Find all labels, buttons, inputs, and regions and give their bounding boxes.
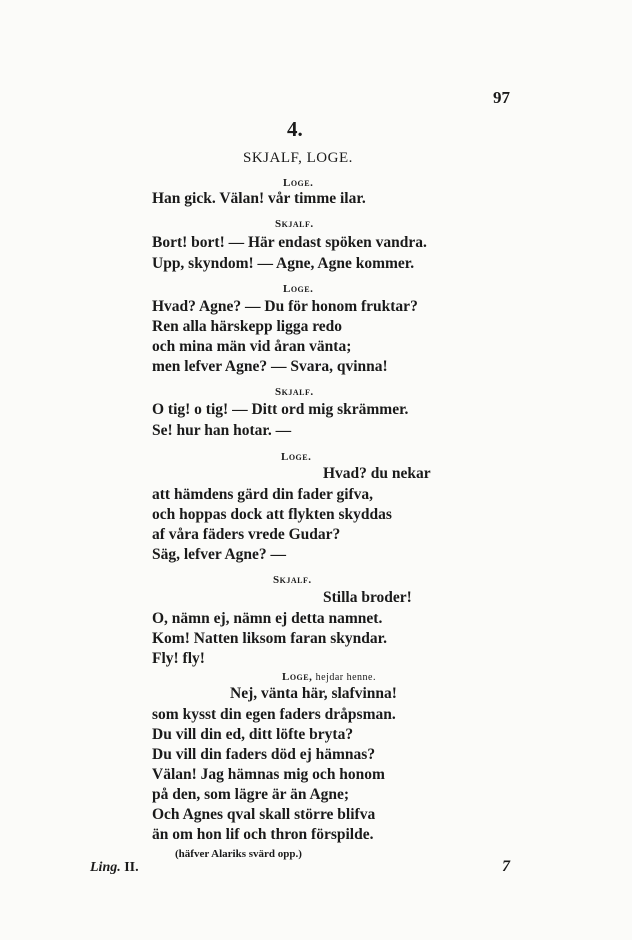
verse-line: men lefver Agne? — Svara, qvinna! [152, 358, 388, 375]
speaker-skjalf: Skjalf. [275, 218, 314, 230]
speaker-name: Loge, [282, 671, 313, 683]
verse-line: Hvad? du nekar [323, 465, 431, 482]
signature-roman: II. [124, 860, 139, 875]
verse-line: som kysst din egen faders dråpsman. [152, 706, 396, 723]
scene-number: 4. [287, 117, 303, 141]
signature-number: 7 [502, 858, 510, 875]
signature-abbrev: Ling. [90, 860, 121, 875]
verse-line: af våra fäders vrede Gudar? [152, 526, 341, 543]
verse-line: än om hon lif och thron förspilde. [152, 826, 374, 843]
verse-line: O tig! o tig! — Ditt ord mig skrämmer. [152, 401, 409, 418]
speaker-loge: Loge. [283, 283, 314, 295]
verse-line: Kom! Natten liksom faran skyndar. [152, 630, 387, 647]
page-number: 97 [493, 88, 510, 107]
speaker-loge-direction [282, 671, 376, 683]
verse-line: Välan! Jag hämnas mig och honom [152, 766, 385, 783]
verse-line: Ren alla härskepp ligga redo [152, 318, 343, 335]
verse-line: och mina män vid åran vänta; [152, 338, 352, 355]
verse-line: Se! hur han hotar. — [152, 422, 292, 439]
characters-heading: SKJALF, LOGE. [243, 150, 353, 166]
verse-line: på den, som lägre är än Agne; [152, 786, 350, 803]
signature-mark [90, 860, 139, 876]
verse-line: Du vill din ed, ditt löfte bryta? [152, 726, 354, 743]
verse-line: att hämdens gärd din fader gifva, [152, 486, 374, 503]
stage-direction: (häfver Alariks svärd opp.) [175, 848, 302, 860]
verse-line: Bort! bort! — Här endast spöken vandra. [152, 234, 427, 251]
verse-line: Nej, vänta här, slafvinna! [230, 685, 397, 702]
speaker-skjalf: Skjalf. [273, 574, 312, 586]
verse-line: Han gick. Välan! vår timme ilar. [152, 190, 366, 207]
verse-line: Säg, lefver Agne? — [152, 546, 287, 563]
verse-line: Fly! fly! [152, 650, 205, 667]
verse-line: Du vill din faders död ej hämnas? [152, 746, 376, 763]
speaker-skjalf: Skjalf. [275, 386, 314, 398]
verse-line: Upp, skyndom! — Agne, Agne kommer. [152, 255, 415, 272]
speaker-loge: Loge. [281, 451, 312, 463]
speaker-direction: hejdar henne. [315, 672, 376, 683]
speaker-loge: Loge. [283, 177, 314, 189]
verse-line: Stilla broder! [323, 589, 412, 606]
verse-line: och hoppas dock att flykten skyddas [152, 506, 392, 523]
verse-line: Och Agnes qval skall större blifva [152, 806, 376, 823]
verse-line: O, nämn ej, nämn ej detta namnet. [152, 610, 383, 627]
verse-line: Hvad? Agne? — Du för honom fruktar? [152, 298, 418, 315]
